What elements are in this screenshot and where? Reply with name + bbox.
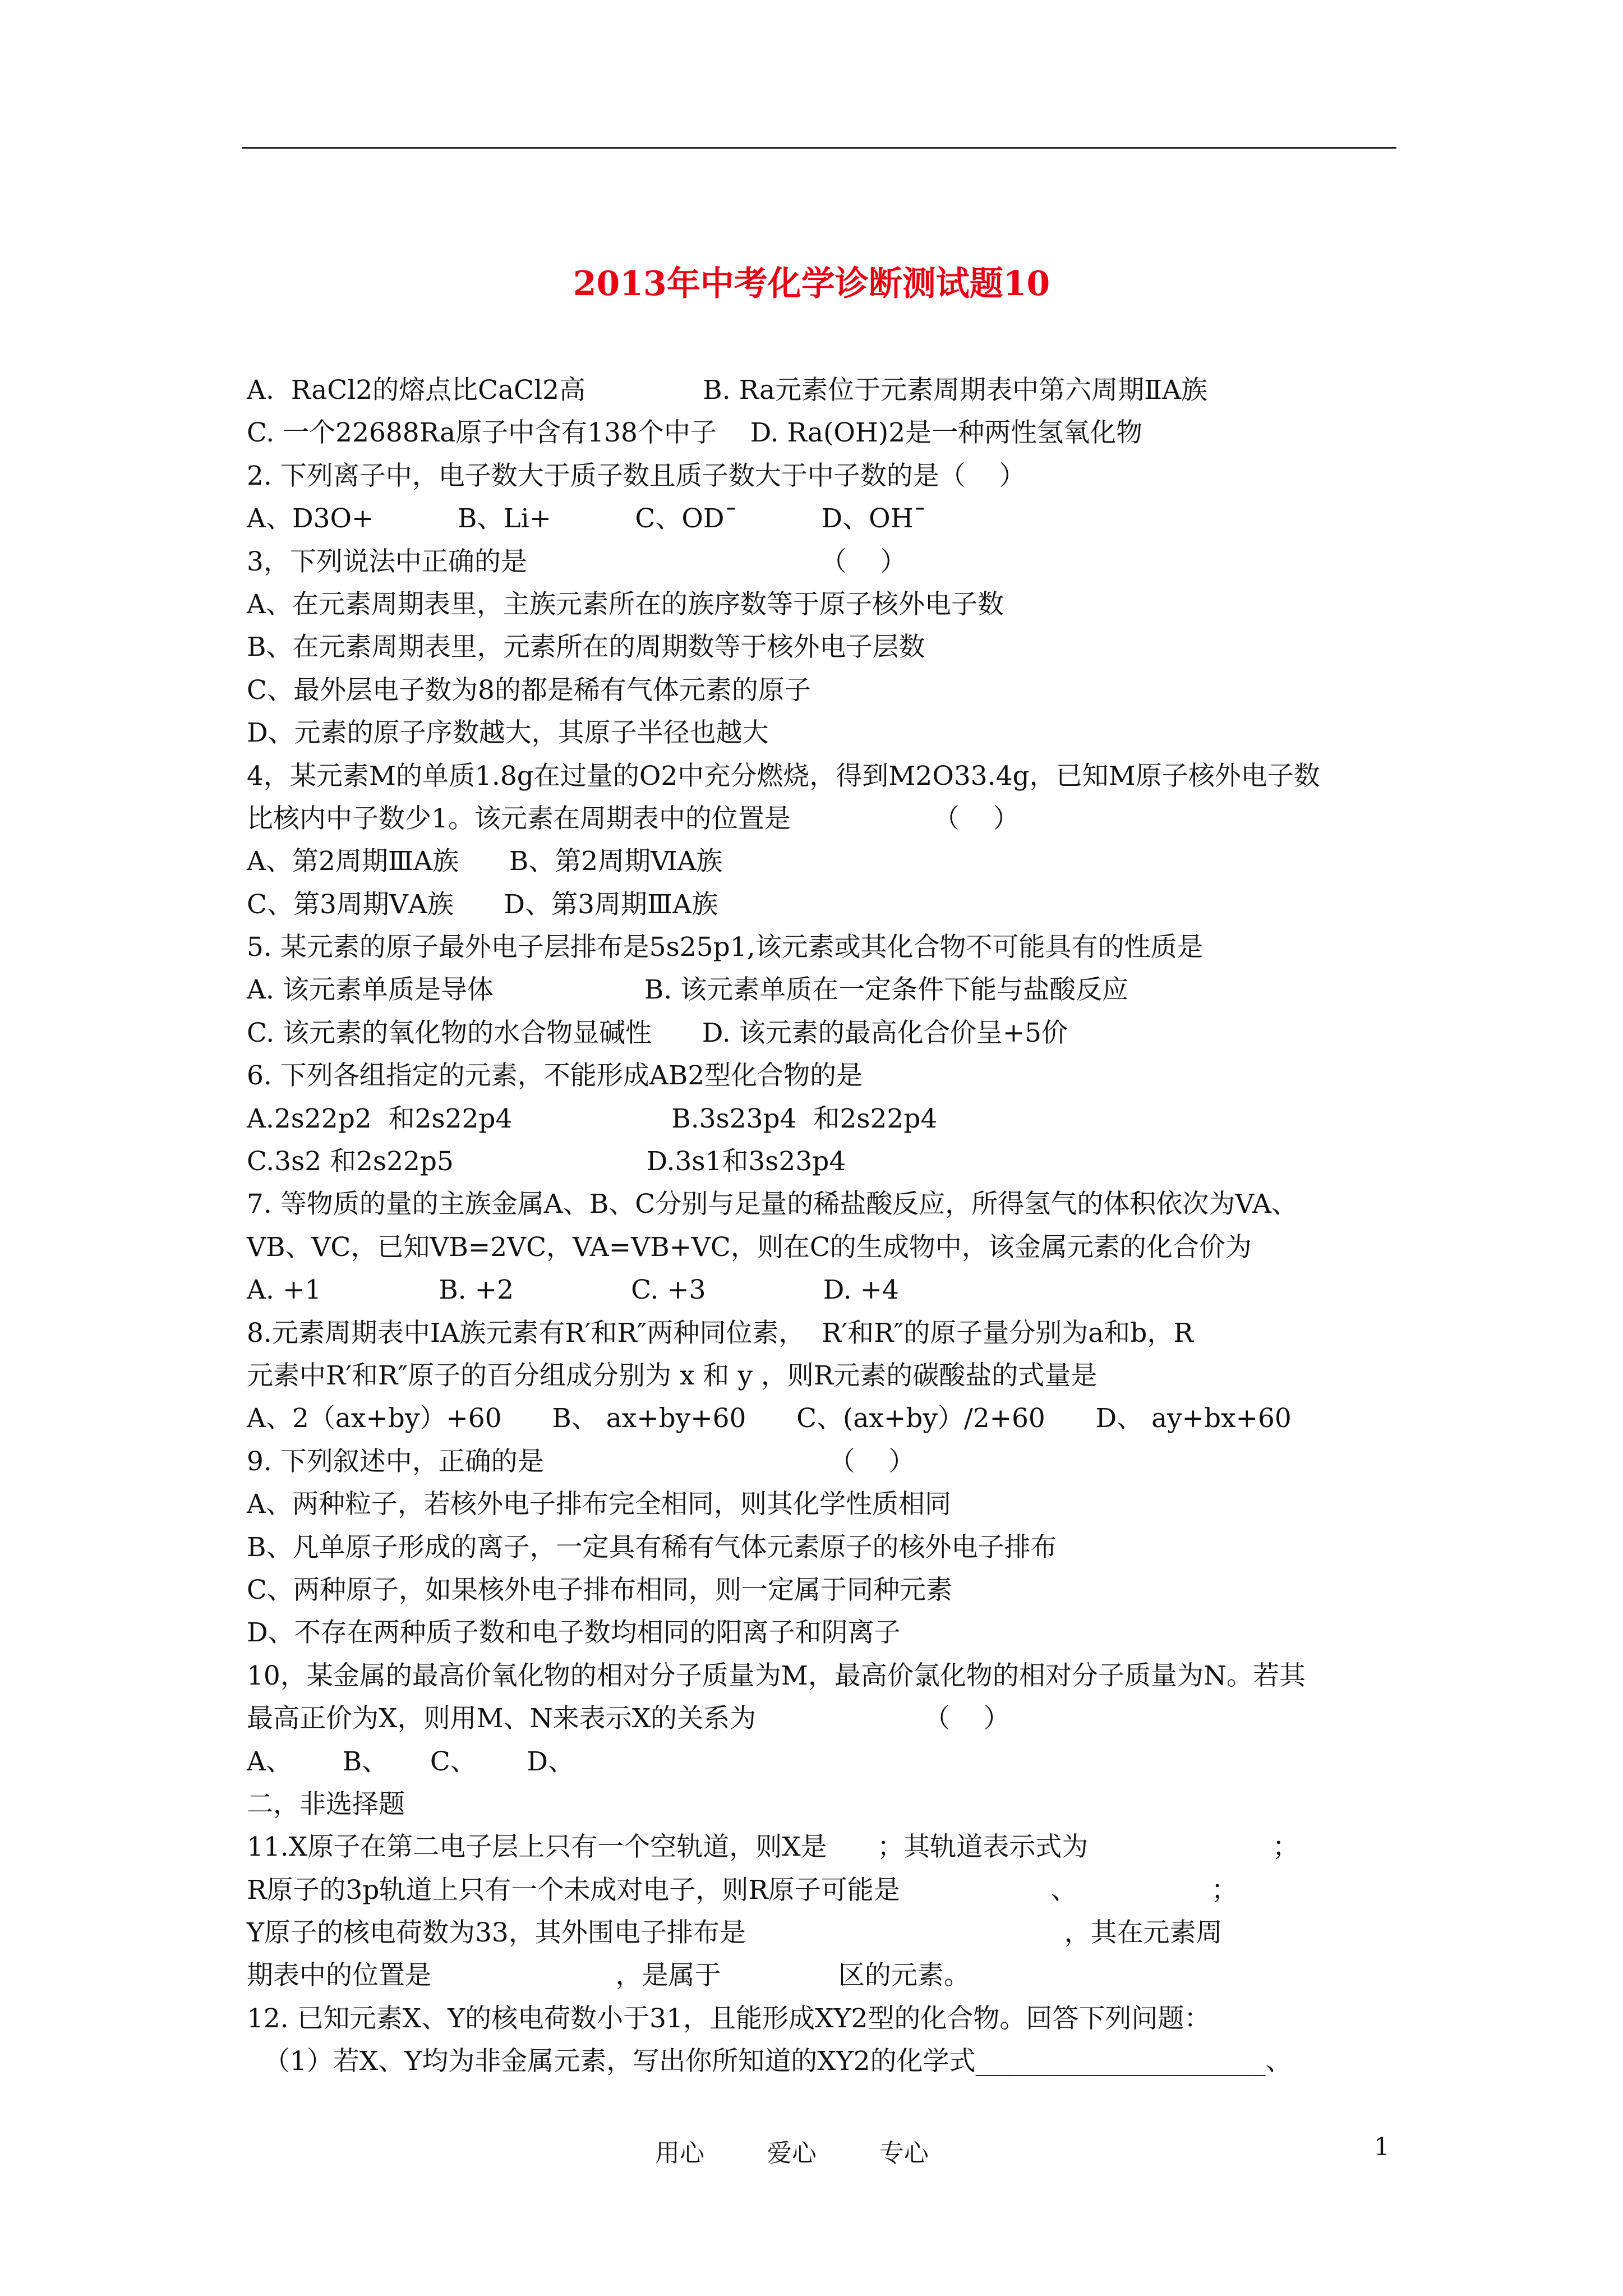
text-line: 5. 某元素的原子最外电子层排布是5s25p1,该元素或其化合物不可能具有的性质是 <box>247 932 1204 963</box>
text-line: R原子的3p轨道上只有一个未成对电子，则R原子可能是 、 ； <box>247 1874 1238 1906</box>
text-line: 最高正价为X，则用M、N来表示X的关系为 （ ） <box>247 1703 1010 1734</box>
text-line: 4，某元素M的单质1.8g在过量的O2中充分燃烧，得到M2O33.4g，已知M原子核外电子数 <box>247 760 1320 792</box>
text-line: VB、VC，已知VB=2VC，VA=VB+VC，则在C的生成物中，该金属元素的化合价为 <box>247 1231 1252 1263</box>
document-body <box>247 369 1402 2083</box>
text-line: C、第3周期ⅤA族 D、第3周期ⅢA族 <box>247 889 718 920</box>
text-line: A、在元素周期表里，主族元素所在的族序数等于原子核外电子数 <box>247 588 1004 620</box>
text-line: A、两种粒子，若核外电子排布完全相同，则其化学性质相同 <box>247 1489 951 1520</box>
footer-mottos: 用心 爱心 专心 <box>655 2139 929 2168</box>
text-line: 11.X原子在第二电子层上只有一个空轨道，则X是 ；其轨道表示式为 ； <box>247 1832 1299 1863</box>
text-line: C、两种原子，如果核外电子排布相同，则一定属于同种元素 <box>247 1574 952 1605</box>
text-line: Y原子的核电荷数为33，其外围电子排布是 ，其在元素周 <box>247 1917 1223 1949</box>
text-line: C、最外层电子数为8的都是稀有气体元素的原子 <box>247 674 811 706</box>
text-line: 12. 已知元素X、Y的核电荷数小于31，且能形成XY2型的化合物。回答下列问题： <box>247 2003 1211 2034</box>
text-line: 期表中的位置是 ，是属于 区的元素。 <box>247 1960 970 1991</box>
text-line: 2. 下列离子中，电子数大于质子数且质子数大于中子数的是（ ） <box>247 460 1026 491</box>
text-line: 9. 下列叙述中，正确的是 （ ） <box>247 1446 915 1477</box>
text-line: C. 该元素的氧化物的水合物显碱性 D. 该元素的最高化合价呈+5价 <box>247 1017 1068 1048</box>
text-line: 3，下列说法中正确的是 （ ） <box>247 546 907 577</box>
text-line: C.3s2 和2s22p5 D.3s1和3s23p4 <box>247 1146 846 1177</box>
text-line: A. +1 B. +2 C. +3 D. +4 <box>247 1274 899 1306</box>
header-rule <box>242 147 1396 149</box>
text-line: A. 该元素单质是导体 B. 该元素单质在一定条件下能与盐酸反应 <box>247 974 1129 1006</box>
text-line: A.2s22p2 和2s22p4 B.3s23p4 和2s22p4 <box>247 1103 938 1134</box>
document-title: 2013年中考化学诊断测试题10 <box>573 264 1050 303</box>
text-line: 6. 下列各组指定的元素，不能形成AB2型化合物的是 <box>247 1060 863 1092</box>
text-line: A、第2周期ⅢA族 B、第2周期ⅥA族 <box>247 846 723 877</box>
text-line: 比核内中子数少1。该元素在周期表中的位置是 （ ） <box>247 803 1020 834</box>
text-line: C. 一个22688Ra原子中含有138个中子 D. Ra(OH)2是一种两性氢氧化物 <box>247 417 1143 449</box>
text-line: A、 B、 C、 D、 <box>247 1746 575 1777</box>
text-line: A、2（ax+by）+60 B、 ax+by+60 C、(ax+by）/2+60 D、 ay+bx+60 <box>247 1403 1292 1434</box>
text-line: （1）若X、Y均为非金属元素，写出你所知道的XY2的化学式______________________、 <box>247 2046 1292 2077</box>
text-line: D、元素的原子序数越大，其原子半径也越大 <box>247 717 769 749</box>
text-line: D、不存在两种质子数和电子数均相同的阳离子和阴离子 <box>247 1617 901 1649</box>
text-line: 二，非选择题 <box>247 1788 405 1820</box>
page-number: 1 <box>1374 2133 1390 2161</box>
text-line: 元素中R′和R″原子的百分组成分别为 x 和 y ，则R元素的碳酸盐的式量是 <box>247 1360 1098 1391</box>
text-line: B、在元素周期表里，元素所在的周期数等于核外电子层数 <box>247 632 925 663</box>
text-line: B、凡单原子形成的离子，一定具有稀有气体元素原子的核外电子排布 <box>247 1531 1057 1563</box>
text-line: A. RaCl2的熔点比CaCl2高 B. Ra元素位于元素周期表中第六周期ⅡA族 <box>247 375 1207 406</box>
text-line: 7. 等物质的量的主族金属A、B、C分别与足量的稀盐酸反应，所得氢气的体积依次为VA、 <box>247 1189 1298 1220</box>
text-line: 10，某金属的最高价氧化物的相对分子质量为M，最高价氯化物的相对分子质量为N。若其 <box>247 1660 1306 1691</box>
text-line: 8.元素周期表中ⅠA族元素有R′和R″两种同位素， R′和R″的原子量分别为a和b，R <box>247 1317 1193 1349</box>
text-line: A、D3O+ B、Li+ C、OD¯ D、OH¯ <box>247 503 927 535</box>
